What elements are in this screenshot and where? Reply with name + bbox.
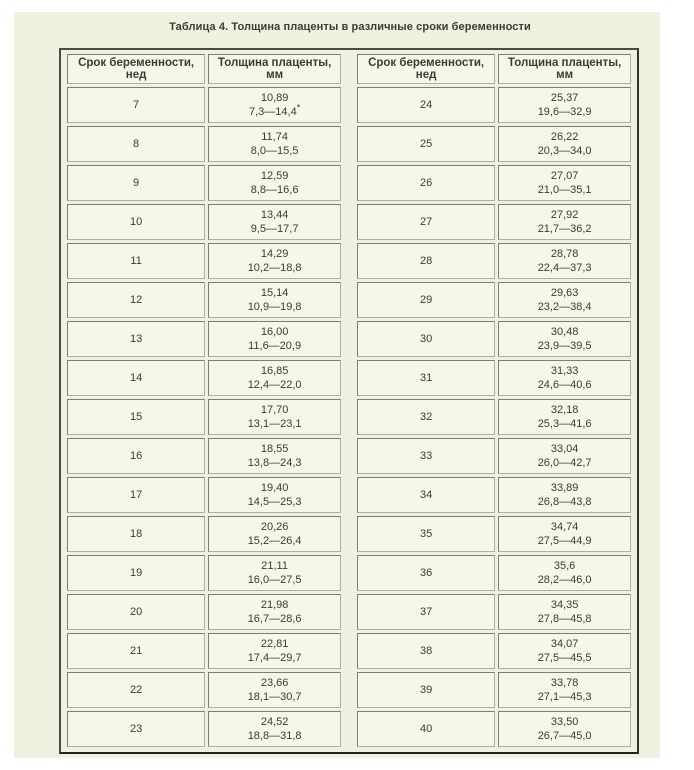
week-cell: 9 <box>67 165 205 201</box>
thickness-cell <box>208 438 341 474</box>
table-row <box>67 87 341 123</box>
mean-value: 33,89 <box>550 482 579 494</box>
mean-value: 10,89 <box>260 92 289 104</box>
thickness-cell <box>208 360 341 396</box>
table-row <box>357 165 631 201</box>
table-row <box>67 165 341 201</box>
table-row <box>67 204 341 240</box>
mean-value: 17,70 <box>260 404 289 416</box>
week-cell: 36 <box>357 555 495 591</box>
thickness-cell <box>498 477 631 513</box>
table-row <box>357 399 631 435</box>
table-row <box>67 360 341 396</box>
thickness-cell <box>208 126 341 162</box>
placenta-table-weeks-7-23 <box>64 51 344 750</box>
week-cell: 19 <box>67 555 205 591</box>
table-row <box>67 594 341 630</box>
range-value: 27,8—45,8 <box>537 613 592 625</box>
table-row <box>67 477 341 513</box>
range-value: 26,0—42,7 <box>537 457 592 469</box>
week-cell: 39 <box>357 672 495 708</box>
thickness-cell <box>498 594 631 630</box>
range-value: 18,8—31,8 <box>247 730 302 742</box>
thickness-cell <box>498 282 631 318</box>
mean-value: 34,74 <box>550 521 579 533</box>
week-cell: 34 <box>357 477 495 513</box>
table-row <box>67 672 341 708</box>
thickness-cell <box>498 243 631 279</box>
range-value: 14,5—25,3 <box>247 496 302 508</box>
table-row <box>67 126 341 162</box>
table-row <box>67 633 341 669</box>
thickness-cell <box>498 555 631 591</box>
thickness-cell <box>208 633 341 669</box>
thickness-cell <box>208 399 341 435</box>
table-row <box>67 438 341 474</box>
range-value: 22,4—37,3 <box>537 262 592 274</box>
table-row <box>357 360 631 396</box>
tables-frame <box>59 48 639 754</box>
mean-value: 11,74 <box>261 131 288 143</box>
mean-value: 19,40 <box>260 482 289 494</box>
thickness-cell <box>498 165 631 201</box>
week-cell: 28 <box>357 243 495 279</box>
week-cell: 17 <box>67 477 205 513</box>
thickness-cell <box>498 204 631 240</box>
table-row <box>357 282 631 318</box>
thickness-cell <box>208 282 341 318</box>
table-row <box>357 594 631 630</box>
table-row <box>67 282 341 318</box>
thickness-cell <box>208 555 341 591</box>
week-cell: 23 <box>67 711 205 747</box>
range-value: 23,9—39,5 <box>537 340 592 352</box>
mean-value: 20,26 <box>260 521 289 533</box>
mean-value: 24,52 <box>260 716 289 728</box>
thickness-cell <box>208 165 341 201</box>
thickness-cell <box>498 360 631 396</box>
range-value: 12,4—22,0 <box>247 379 302 391</box>
thickness-cell <box>208 477 341 513</box>
range-value: 26,7—45,0 <box>537 730 592 742</box>
mean-value: 27,92 <box>550 209 579 221</box>
week-cell: 11 <box>67 243 205 279</box>
week-cell: 15 <box>67 399 205 435</box>
mean-value: 16,00 <box>260 326 289 338</box>
table-row <box>67 321 341 357</box>
table-row <box>357 516 631 552</box>
range-value: 16,7—28,6 <box>247 613 302 625</box>
week-cell: 32 <box>357 399 495 435</box>
table-row <box>357 438 631 474</box>
thickness-cell <box>208 516 341 552</box>
mean-value: 30,48 <box>550 326 579 338</box>
range-value: 21,7—36,2 <box>537 223 592 235</box>
week-cell: 29 <box>357 282 495 318</box>
range-value: 24,6—40,6 <box>537 379 592 391</box>
range-value: 13,1—23,1 <box>247 418 302 430</box>
table-row <box>67 555 341 591</box>
range-value: 11,6—20,9 <box>248 340 302 352</box>
range-value: 15,2—26,4 <box>247 535 302 547</box>
week-cell: 33 <box>357 438 495 474</box>
footnote-marker: * <box>296 102 301 113</box>
mean-value: 25,37 <box>550 92 579 104</box>
range-value: 25,3—41,6 <box>537 418 592 430</box>
mean-value: 13,44 <box>260 209 289 221</box>
week-cell: 21 <box>67 633 205 669</box>
mean-value: 15,14 <box>260 287 289 299</box>
table-row <box>357 477 631 513</box>
range-value: 27,5—44,9 <box>537 535 592 547</box>
table-row <box>67 399 341 435</box>
document-panel <box>14 12 660 758</box>
range-value: 21,0—35,1 <box>537 184 592 196</box>
range-value: 27,5—45,5 <box>537 652 592 664</box>
mean-value: 18,55 <box>260 443 289 455</box>
range-value: 20,3—34,0 <box>537 145 592 157</box>
mean-value: 14,29 <box>260 248 289 260</box>
thickness-cell <box>208 243 341 279</box>
week-cell: 31 <box>357 360 495 396</box>
mean-value: 21,11 <box>261 560 288 572</box>
week-cell: 16 <box>67 438 205 474</box>
mean-value: 29,63 <box>550 287 579 299</box>
week-cell: 14 <box>67 360 205 396</box>
week-cell: 35 <box>357 516 495 552</box>
table-row <box>357 126 631 162</box>
mean-value: 32,18 <box>550 404 579 416</box>
range-value: 8,8—16,6 <box>250 184 299 196</box>
thickness-cell <box>208 672 341 708</box>
thickness-cell <box>208 711 341 747</box>
table-row <box>67 711 341 747</box>
table-row <box>357 321 631 357</box>
week-cell: 40 <box>357 711 495 747</box>
thickness-cell <box>208 321 341 357</box>
mean-value: 16,85 <box>260 365 289 377</box>
mean-value: 21,98 <box>260 599 289 611</box>
thickness-cell <box>498 672 631 708</box>
range-value: 13,8—24,3 <box>247 457 302 469</box>
column-header-placenta-thickness: Толщина плаценты, мм <box>208 54 341 84</box>
header-row <box>67 54 341 84</box>
week-cell: 8 <box>67 126 205 162</box>
thickness-cell <box>208 87 341 123</box>
range-value: 26,8—43,8 <box>537 496 592 508</box>
range-value: 7,3—14,4 <box>248 106 297 118</box>
table-row <box>67 516 341 552</box>
thickness-cell <box>208 204 341 240</box>
table-row <box>357 555 631 591</box>
table-row <box>357 672 631 708</box>
table-row <box>357 204 631 240</box>
thickness-cell <box>498 399 631 435</box>
table-row <box>357 711 631 747</box>
range-value: 10,9—19,8 <box>247 301 302 313</box>
thickness-cell <box>498 516 631 552</box>
range-value: 17,4—29,7 <box>247 652 302 664</box>
table-row <box>357 633 631 669</box>
week-cell: 38 <box>357 633 495 669</box>
range-value: 9,5—17,7 <box>250 223 299 235</box>
week-cell: 22 <box>67 672 205 708</box>
week-cell: 7 <box>67 87 205 123</box>
mean-value: 12,59 <box>260 170 289 182</box>
column-header-gestation-week: Срок беременности, нед <box>357 54 495 84</box>
mean-value: 22,81 <box>260 638 289 650</box>
thickness-cell <box>498 87 631 123</box>
range-value: 10,2—18,8 <box>247 262 302 274</box>
range-value: 28,2—46,0 <box>537 574 592 586</box>
week-cell: 20 <box>67 594 205 630</box>
thickness-cell <box>208 594 341 630</box>
week-cell: 24 <box>357 87 495 123</box>
mean-value: 33,78 <box>550 677 579 689</box>
week-cell: 10 <box>67 204 205 240</box>
range-value: 19,6—32,9 <box>537 106 592 118</box>
week-cell: 13 <box>67 321 205 357</box>
thickness-cell <box>498 633 631 669</box>
week-cell: 18 <box>67 516 205 552</box>
mean-value: 23,66 <box>260 677 289 689</box>
range-value: 27,1—45,3 <box>537 691 592 703</box>
week-cell: 12 <box>67 282 205 318</box>
range-value: 8,0—15,5 <box>250 145 299 157</box>
table-caption: Таблица 4. Толщина плаценты в различные сроки беременности <box>169 21 531 33</box>
week-cell: 25 <box>357 126 495 162</box>
week-cell: 27 <box>357 204 495 240</box>
mean-value: 31,33 <box>550 365 579 377</box>
mean-value: 26,22 <box>550 131 579 143</box>
thickness-cell <box>498 126 631 162</box>
mean-value: 33,50 <box>550 716 579 728</box>
mean-value: 27,07 <box>550 170 579 182</box>
week-cell: 30 <box>357 321 495 357</box>
thickness-cell <box>498 321 631 357</box>
mean-value: 35,6 <box>553 560 576 572</box>
table-row <box>67 243 341 279</box>
column-header-placenta-thickness: Толщина плаценты, мм <box>498 54 631 84</box>
thickness-cell <box>498 711 631 747</box>
column-header-gestation-week: Срок беременности, нед <box>67 54 205 84</box>
thickness-cell <box>498 438 631 474</box>
mean-value: 33,04 <box>550 443 579 455</box>
range-value: 16,0—27,5 <box>247 574 302 586</box>
placenta-table-weeks-24-40 <box>354 51 634 750</box>
range-value: 18,1—30,7 <box>247 691 302 703</box>
table-row <box>357 243 631 279</box>
week-cell: 37 <box>357 594 495 630</box>
mean-value: 34,07 <box>550 638 579 650</box>
mean-value: 28,78 <box>550 248 579 260</box>
week-cell: 26 <box>357 165 495 201</box>
header-row <box>357 54 631 84</box>
range-value: 23,2—38,4 <box>537 301 592 313</box>
mean-value: 34,35 <box>550 599 579 611</box>
table-row <box>357 87 631 123</box>
